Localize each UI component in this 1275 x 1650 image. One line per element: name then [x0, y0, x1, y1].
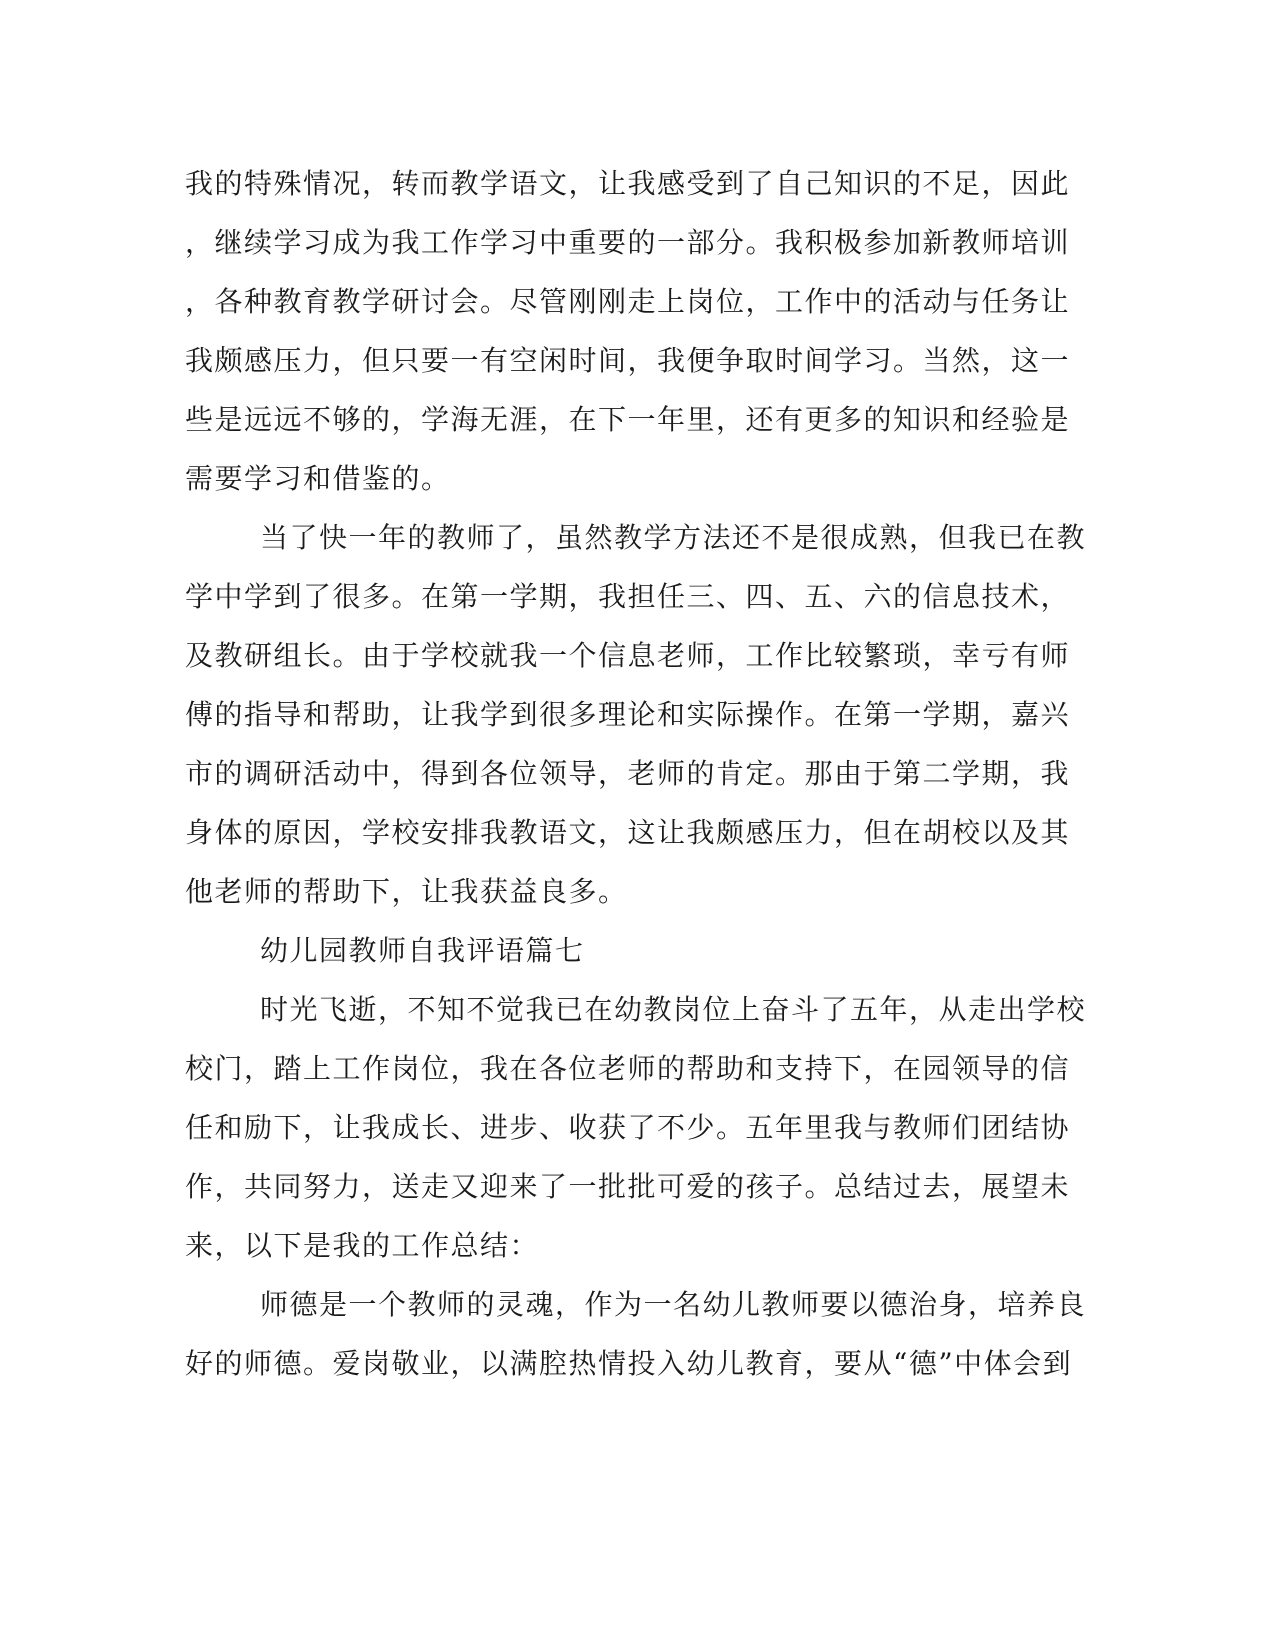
paragraph-line: 他老师的帮助下，让我获益良多。	[185, 875, 628, 908]
paragraph-line: 傅的指导和帮助，让我学到很多理论和实际操作。在第一学期，嘉兴	[185, 698, 1071, 731]
paragraph-line: 师德是一个教师的灵魂，作为一名幼儿教师要以德治身，培养良	[260, 1288, 1087, 1321]
paragraph-line: ，继续学习成为我工作学习中重要的一部分。我积极参加新教师培训	[185, 226, 1071, 259]
paragraph-line: ，各种教育教学研讨会。尽管刚刚走上岗位，工作中的活动与任务让	[185, 285, 1071, 318]
paragraph-line: 来，以下是我的工作总结：	[185, 1229, 540, 1262]
paragraph-line: 当了快一年的教师了，虽然教学方法还不是很成熟，但我已在教	[260, 521, 1087, 554]
paragraph-line: 些是远远不够的，学海无涯，在下一年里，还有更多的知识和经验是	[185, 403, 1071, 436]
section-heading: 幼儿园教师自我评语篇七	[260, 934, 585, 967]
paragraph-line: 我的特殊情况，转而教学语文，让我感受到了自己知识的不足，因此	[185, 167, 1071, 200]
paragraph-line: 任和励下，让我成长、进步、收获了不少。五年里我与教师们团结协	[185, 1111, 1071, 1144]
paragraph-line: 作，共同努力，送走又迎来了一批批可爱的孩子。总结过去，展望未	[185, 1170, 1071, 1203]
paragraph-line: 校门，踏上工作岗位，我在各位老师的帮助和支持下，在园领导的信	[185, 1052, 1071, 1085]
paragraph-line: 学中学到了很多。在第一学期，我担任三、四、五、六的信息技术，	[185, 580, 1071, 613]
paragraph-line: 时光飞逝，不知不觉我已在幼教岗位上奋斗了五年，从走出学校	[260, 993, 1087, 1026]
paragraph-line: 身体的原因，学校安排我教语文，这让我颇感压力，但在胡校以及其	[185, 816, 1071, 849]
paragraph-line: 市的调研活动中，得到各位领导，老师的肯定。那由于第二学期，我	[185, 757, 1071, 790]
paragraph-line: 需要学习和借鉴的。	[185, 462, 451, 495]
paragraph-line: 及教研组长。由于学校就我一个信息老师，工作比较繁琐，幸亏有师	[185, 639, 1071, 672]
paragraph-line: 我颇感压力，但只要一有空闲时间，我便争取时间学习。当然，这一	[185, 344, 1071, 377]
paragraph-line: 好的师德。爱岗敬业，以满腔热情投入幼儿教育，要从“德”中体会到	[185, 1347, 1073, 1380]
